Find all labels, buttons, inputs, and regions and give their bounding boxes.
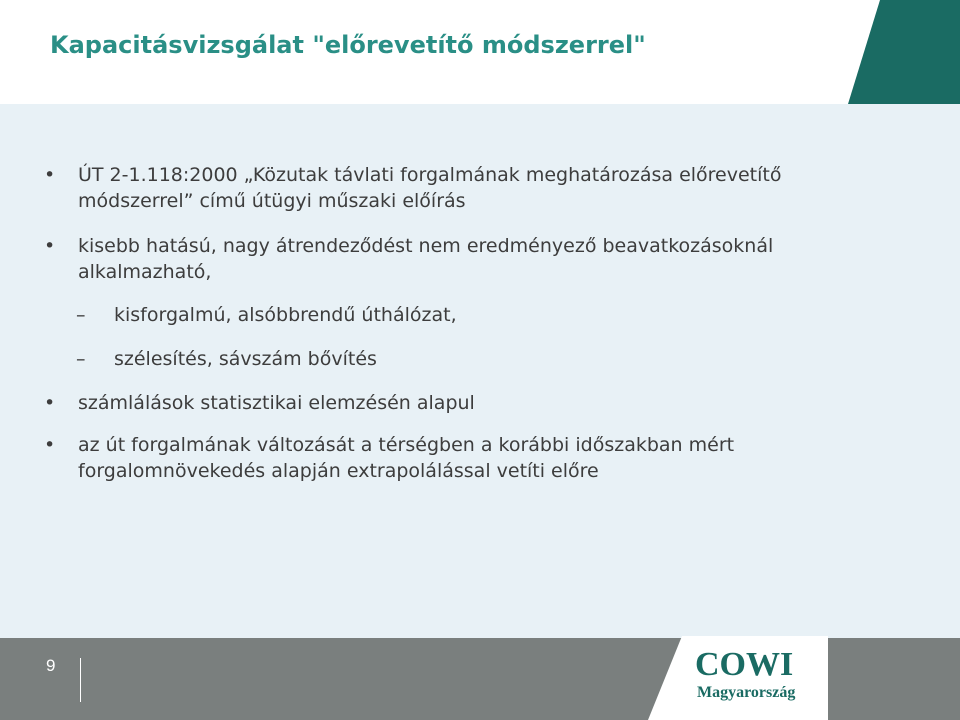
logo-wordmark: COWI [695, 646, 794, 683]
list-item-text: kisforgalmú, alsóbbrendű úthálózat, [114, 304, 457, 326]
corner-decoration [848, 0, 960, 104]
page-number: 9 [46, 656, 56, 675]
list-item-text: az út forgalmának változását a térségben a korábbi időszakban mért forgalomnövekedés alapján extrapolálással vetíti előre [78, 434, 735, 482]
bullet-marker: • [44, 235, 56, 257]
slide-title: Kapacitásvizsgálat "előrevetítő módszerrel" [50, 31, 646, 59]
list-item-text: számlálások statisztikai elemzésén alapul [78, 392, 475, 414]
page-number-divider [80, 658, 81, 702]
bullet-marker: • [44, 164, 56, 186]
cowi-logo [695, 648, 813, 708]
list-item-text: ÚT 2-1.118:2000 „Közutak távlati forgalmának meghatározása előrevetítő módszerrel” című útügyi műszaki előírás [78, 164, 782, 212]
logo-subtitle: Magyarország [697, 684, 796, 701]
dash-marker: – [76, 348, 86, 370]
list-item [76, 346, 794, 372]
list-item [44, 162, 798, 214]
bullet-marker: • [44, 392, 56, 414]
bullet-marker: • [44, 434, 56, 456]
content-area [0, 104, 960, 638]
list-item [44, 233, 798, 285]
dash-marker: – [76, 304, 86, 326]
list-item [44, 390, 798, 416]
list-item [76, 302, 794, 328]
title-area [0, 0, 960, 104]
list-item-text: kisebb hatású, nagy átrendeződést nem eredményező beavatkozásoknál alkalmazható, [78, 235, 774, 283]
list-item-text: szélesítés, sávszám bővítés [114, 348, 377, 370]
list-item [44, 432, 798, 484]
